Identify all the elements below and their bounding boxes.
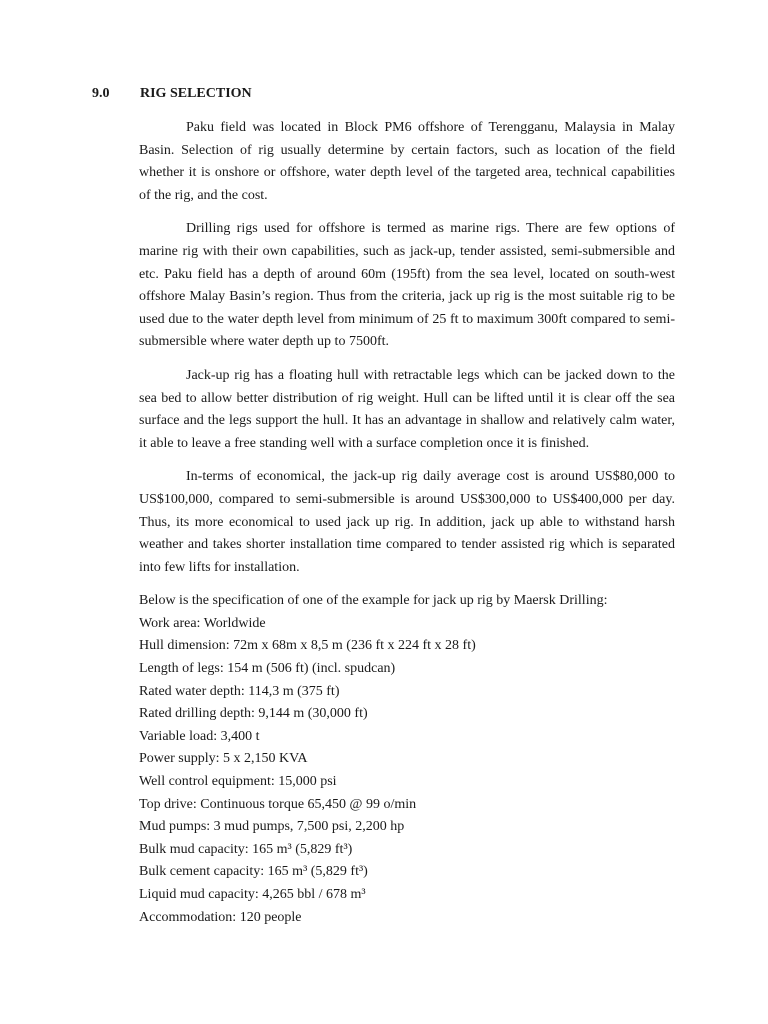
section-heading [92,86,252,102]
section-number: 9.0 [92,86,110,101]
spec-item: Well control equipment: 15,000 psi [139,774,337,790]
spec-item: Hull dimension: 72m x 68m x 8,5 m (236 ft x 224 ft x 28 ft) [139,638,476,654]
spec-item: Accommodation: 120 people [139,909,302,925]
paragraph-marine-rigs: Drilling rigs used for offshore is termed as marine rigs. There are few options of marine rig with their own capabilities, such as jack-up, tender assisted, semi-submersible and etc. Paku field has a depth of around 60m (195ft) from the sea level, located on south-west offshore Malay Basin’s region. Thus from the criteria, jack up rig is the most suitable rig to be used due to the water depth level from minimum of 25 ft to maximum 300ft compared to semi-submersible where water depth up to 7500ft. [139,221,675,350]
section-title: RIG SELECTION [140,86,252,101]
spec-item: Mud pumps: 3 mud pumps, 7,500 psi, 2,200 hp [139,819,405,835]
spec-item: Bulk cement capacity: 165 m³ (5,829 ft³) [139,864,368,880]
spec-item: Top drive: Continuous torque 65,450 @ 99 o/min [139,796,417,812]
paragraph-economics: In-terms of economical, the jack-up rig daily average cost is around US$80,000 to US$100,000, compared to semi-submersible is around US$300,000 to US$400,000 per day. Thus, its more economical to used jack up rig. In addition, jack up able to withstand harsh weather and takes shorter installation time compared to tender assisted rig which is separated into few lifts for installation. [139,469,675,575]
spec-item: Length of legs: 154 m (506 ft) (incl. spudcan) [139,661,396,677]
spec-item: Liquid mud capacity: 4,265 bbl / 678 m³ [139,887,366,902]
spec-item: Bulk mud capacity: 165 m³ (5,829 ft³) [139,841,353,857]
spec-item: Power supply: 5 x 2,150 KVA [139,751,308,767]
spec-item: Variable load: 3,400 t [139,728,260,744]
spec-intro: Below is the specification of one of the example for jack up rig by Maersk Drilling: [139,593,608,609]
spec-item: Rated water depth: 114,3 m (375 ft) [139,683,340,699]
spec-list [139,613,675,929]
section-body [139,117,675,929]
spec-item: Work area: Worldwide [139,615,266,631]
paragraph-location: Paku field was located in Block PM6 offshore of Terengganu, Malaysia in Malay Basin. Selection of rig usually determine by certain factors, such as location of the field whether it is onshore or offshore, water depth level of the targeted area, technical capabilities of the rig, and the cost. [139,120,675,203]
spec-item: Rated drilling depth: 9,144 m (30,000 ft) [139,706,368,722]
paragraph-jack-up-description: Jack-up rig has a floating hull with retractable legs which can be jacked down to the sea bed to allow better distribution of rig weight. Hull can be lifted until it is clear off the sea surface and the legs support the hull. It has an advantage in shallow and relatively calm water, it able to leave a free standing well with a surface completion once it is finished. [139,367,675,451]
